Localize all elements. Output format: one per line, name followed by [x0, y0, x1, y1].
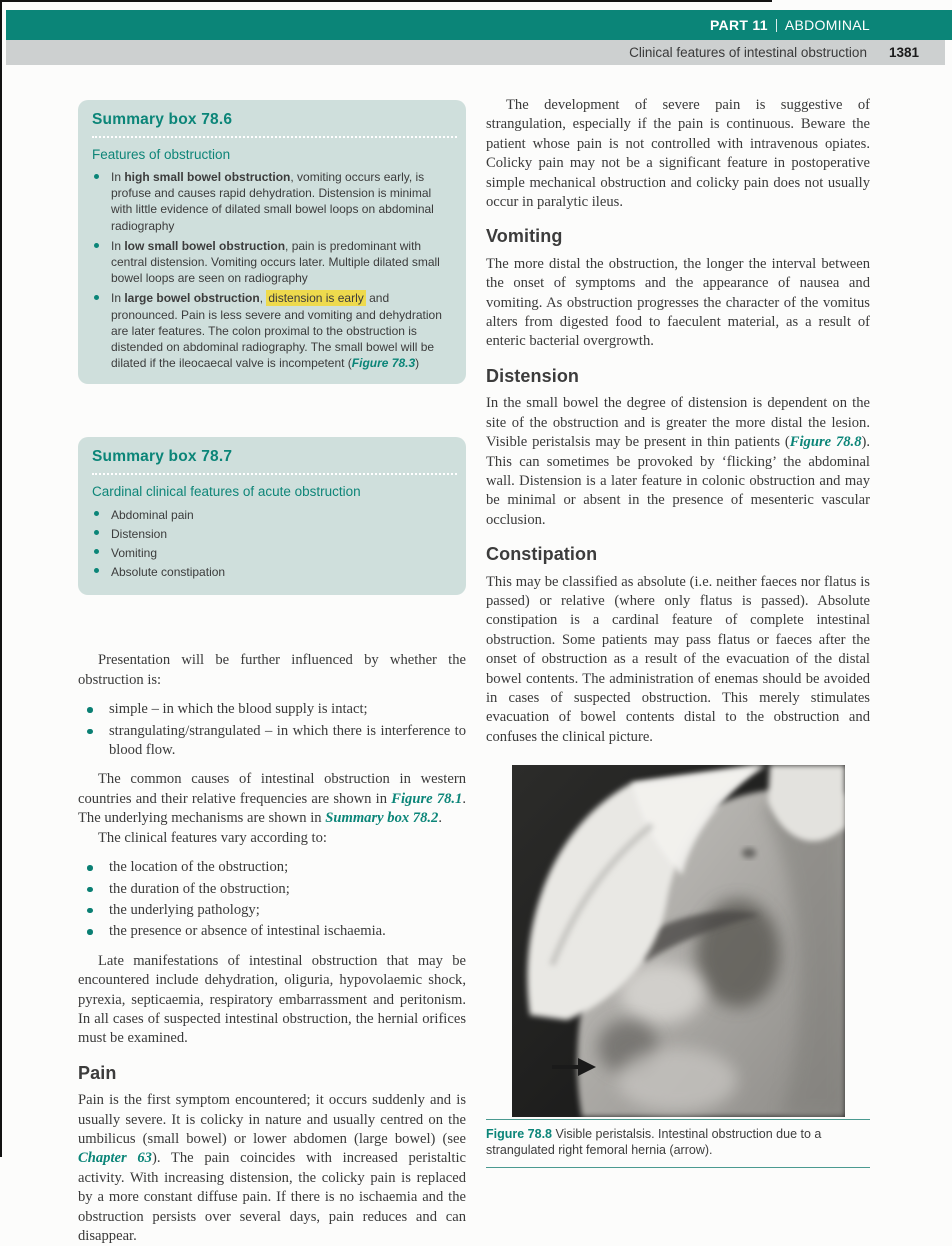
summary-box-78-6 [78, 100, 466, 384]
left-column [78, 100, 466, 1246]
running-header-strip [6, 40, 945, 65]
list-item [92, 525, 454, 543]
dotted-divider [92, 136, 457, 138]
right-column-text [486, 96, 870, 747]
cross-reference: Figure 78.8 [789, 434, 862, 451]
text-segment: the underlying pathology; [109, 901, 260, 918]
text-segment: , vomiting occurs early, is profuse and causes rapid dehydration. Distension is minimal with little evidence of dilated small bowel loops on abdominal radiography [111, 170, 434, 233]
part-title: ABDOMINAL [784, 17, 870, 33]
summary-box-subtitle: Features of obstruction [92, 147, 231, 162]
part-number-label: PART 11 [709, 17, 768, 33]
text-segment: the presence or absence of intestinal ischaemia. [109, 923, 386, 940]
text-segment: In the small bowel the degree of distension is dependent on the site of the obstruction and is greater the more distal the lesion. Visible peristalsis may be present in thin patients ( [486, 395, 870, 451]
section-heading: Pain [78, 1062, 117, 1083]
section-heading: Distension [486, 365, 580, 386]
text-segment: , pain is predominant with central distension. Vomiting occurs later. Multiple dilated small bowel loops are seen on radiography [111, 238, 440, 286]
bold-term: low small bowel obstruction [124, 238, 286, 253]
paragraph [486, 96, 870, 212]
text-segment: Distension [111, 527, 168, 542]
list-item [78, 700, 466, 719]
scan-edge-top [0, 0, 772, 2]
summary-box-list [92, 506, 454, 581]
text-segment: and pronounced. Pain is less severe and vomiting and dehydration are later features. The colon proximal to the obstruction is distended on abdominal radiography. The small bowel will be dilated if the ileocaecal valve is incompetent ( [111, 291, 442, 371]
text-segment: ). The pain coincides with increased peristaltic activity. With increasing distension, the colicky pain is replaced by a more constant diffuse pain. If there is no ischaemia and the obstruction persists over several days, pain reduces and can disappear. [78, 1150, 466, 1244]
scan-edge-left [0, 0, 2, 1157]
list-item [78, 922, 466, 941]
paragraph [78, 952, 466, 1049]
text-segment: Visible peristalsis. Intestinal obstruction due to a strangulated right femoral hernia (arrow). [486, 1127, 822, 1158]
list-item [92, 169, 454, 234]
text-segment: ) [415, 356, 420, 371]
highlighted-text: distension is early [268, 291, 364, 306]
figure-label: Figure 78.8 [486, 1127, 552, 1142]
text-segment: Absolute constipation [111, 565, 226, 580]
text-segment: Abdominal pain [111, 508, 194, 523]
text-segment: simple – in which the blood supply is intact; [109, 701, 368, 718]
figure-78-8 [486, 765, 870, 1168]
separator-bar [776, 19, 777, 32]
text-segment: The common causes of intestinal obstruction in western countries and their relative frequencies are shown in [78, 771, 466, 807]
paragraph [486, 573, 870, 748]
bullet-icon [87, 887, 93, 893]
summary-box-list [92, 169, 454, 371]
list-item [92, 238, 454, 287]
left-column-text [78, 651, 466, 1246]
text-segment: , [259, 291, 267, 306]
summary-box-title: Summary box 78.6 [92, 111, 233, 128]
summary-box-78-7 [78, 437, 466, 595]
list-item [78, 880, 466, 899]
text-segment: . [438, 810, 443, 827]
summary-box-subtitle: Cardinal clinical features of acute obstruction [92, 484, 361, 500]
paragraph [78, 651, 466, 690]
text-segment: Presentation will be further influenced by whether the obstruction is: [78, 652, 466, 688]
bold-term: high small bowel obstruction [124, 170, 291, 184]
text-segment: The clinical features vary according to: [98, 829, 327, 846]
text-segment: Vomiting [111, 546, 158, 561]
summary-box-title: Summary box 78.7 [92, 448, 233, 466]
paragraph [486, 394, 870, 530]
bullet-icon [87, 865, 93, 871]
dotted-divider [92, 473, 457, 475]
bullet-icon [94, 295, 99, 300]
text-segment: This may be classified as absolute (i.e. neither faeces nor flatus is passed) or relative (where only flatus is passed). Absolute constipation is a cardinal feature of complete intestinal obstruction. Some patients may pass flatus or faeces after the onset of obstruction as a result of the evacuation of the distal bowel contents. The administration of enemas should be avoided in cases of suspected obstruction. This merely stimulates evacuation of bowel contents distal to the obstruction and confuses the clinical picture. [486, 573, 870, 745]
list-item [78, 722, 466, 761]
bullet-icon [94, 511, 99, 516]
bold-term: large bowel obstruction [124, 291, 260, 306]
cross-reference: Chapter 63 [78, 1150, 152, 1167]
bullet-icon [94, 174, 99, 179]
bullet-icon [87, 707, 93, 713]
list-item [92, 290, 454, 371]
cross-reference: Figure 78.1 [391, 790, 463, 807]
bullet-icon [94, 530, 99, 535]
page-number: 1381 [888, 45, 919, 60]
text-segment: . The underlying mechanisms are shown in [78, 790, 467, 827]
text-segment: strangulating/strangulated – in which there is interference to blood flow. [109, 722, 466, 759]
text-segment: The development of severe pain is suggestive of strangulation, especially if the pain is continuous. Beware the patient whose pain is not controlled with intravenous opiates. Colicky pain may not be a significant feature in postoperative simple mechanical obstruction and colicky pain does not usually occur in paralytic ileus. [486, 97, 870, 211]
text-segment: Pain is the first symptom encountered; it occurs suddenly and is usually severe. It is colicky in nature and usually centred on the umbilicus (small bowel) or lower abdomen (large bowel) (see [78, 1092, 466, 1147]
text-segment: The more distal the obstruction, the longer the interval between the onset of symptoms and the appearance of nausea and vomiting. As obstruction progresses the character of the vomitus alters from digested food to faeculent material, as a result of enteric bacterial overgrowth. [486, 255, 870, 350]
text-segment: Late manifestations of intestinal obstruction that may be encountered include dehydration, oliguria, hypovolaemic shock, pyrexia, septicaemia, respiratory embarrassment and peritonism. In all cases of suspected intestinal obstruction, the hernial orifices must be examined. [78, 952, 466, 1047]
figure-caption [486, 1119, 870, 1168]
peristalsis-photo-illustration [512, 765, 845, 1117]
list-item [78, 858, 466, 877]
section-heading: Vomiting [486, 226, 563, 247]
list-item [92, 544, 454, 562]
paragraph [78, 770, 466, 828]
paragraph [78, 1091, 466, 1246]
bullet-icon [87, 729, 93, 735]
text-segment: the duration of the obstruction; [109, 880, 290, 897]
bullet-icon [94, 243, 99, 248]
cross-reference: Figure 78.3 [351, 356, 416, 371]
bullet-icon [94, 568, 99, 573]
bullet-icon [94, 549, 99, 554]
part-header-bar [6, 10, 952, 40]
list-item [92, 563, 454, 581]
text-segment: the location of the obstruction; [109, 859, 289, 876]
text-segment: ). This can sometimes be provoked by ‘flicking’ the abdominal wall. Distension is a later feature in colonic obstruction and may be minimal or absent in the presence of mesenteric vascular occlusion. [486, 434, 871, 528]
text-segment: In [111, 170, 125, 184]
text-segment: In [111, 291, 125, 306]
bullet-list [78, 700, 466, 760]
text-segment: In [111, 238, 125, 253]
bullet-list [78, 858, 466, 942]
list-item [92, 506, 454, 524]
running-title: Clinical features of intestinal obstruction [629, 45, 867, 60]
figure-photo [512, 765, 845, 1117]
paragraph [78, 829, 466, 848]
section-heading: Constipation [486, 544, 598, 565]
paragraph [486, 255, 870, 352]
list-item [78, 901, 466, 920]
bullet-icon [87, 908, 93, 914]
right-column [486, 96, 870, 1168]
cross-reference: Summary box 78.2 [325, 810, 439, 827]
bullet-icon [87, 929, 93, 935]
